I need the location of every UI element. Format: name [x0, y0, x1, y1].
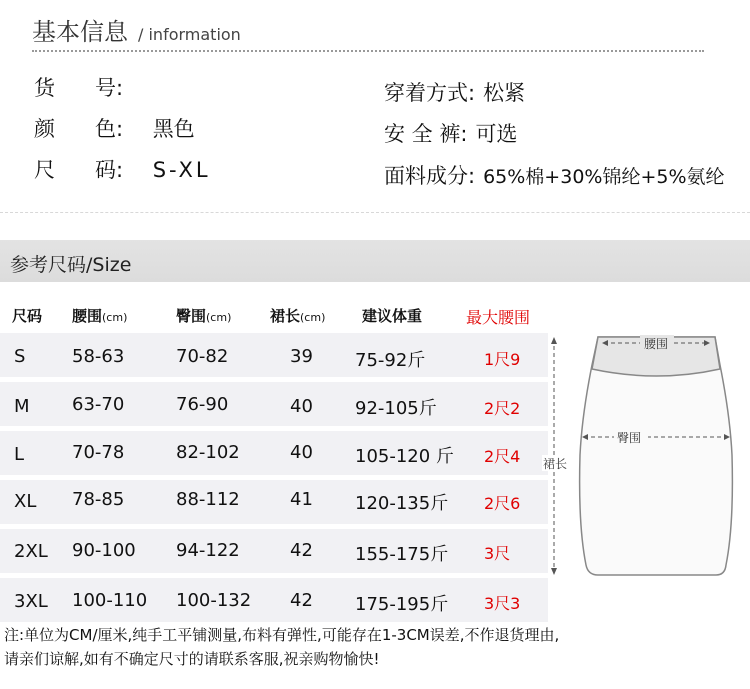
label-char: 货 [34, 76, 55, 100]
cell-max-waist: 2尺2 [484, 399, 521, 418]
cell-max-waist: 1尺9 [484, 350, 521, 369]
cell-length: 40 [290, 442, 313, 463]
cell-waist: 78-85 [72, 489, 125, 510]
cell-weight: 120-135斤 [355, 493, 449, 514]
info-title-cn: 基本信息 [32, 18, 128, 46]
info-value: S-XL [152, 158, 211, 182]
cell-max-waist: 3尺3 [484, 594, 521, 613]
label-char: 号 [95, 76, 116, 100]
cell-waist: 100-110 [72, 590, 148, 611]
cell-waist: 90-100 [72, 540, 136, 561]
hip-label: 臀围 [617, 431, 642, 445]
arrow-up-icon [551, 337, 557, 344]
col-header-max-waist: 最大腰围 [466, 308, 531, 327]
info-title-en: / information [138, 25, 241, 44]
cell-size: S [14, 346, 26, 367]
cell-hip: 76-90 [176, 394, 229, 415]
info-header [32, 12, 241, 46]
info-label: 安 全 裤: [384, 122, 468, 146]
cell-hip: 70-82 [176, 346, 229, 367]
cell-hip: 82-102 [176, 442, 240, 463]
col-header-hip: 臀围(cm) [176, 307, 232, 325]
info-value: 松紧 [483, 81, 526, 105]
dotted-divider [32, 50, 704, 52]
cell-weight: 92-105斤 [355, 398, 437, 419]
cell-max-waist: 2尺4 [484, 447, 521, 466]
col-header-length: 裙长(cm) [270, 307, 326, 325]
length-label: 裙长 [543, 457, 568, 471]
note-line: 注:单位为CM/厘米,纯手工平铺测量,布料有弹性,可能存在1-3CM误差,不作退货理由, [4, 626, 560, 644]
cell-max-waist: 3尺 [484, 544, 511, 563]
cell-length: 42 [290, 540, 313, 561]
section-separator [0, 212, 750, 213]
cell-hip: 100-132 [176, 590, 252, 611]
cell-size: 2XL [14, 541, 48, 562]
size-section-title: 参考尺码/Size [10, 254, 132, 276]
info-item-color [34, 113, 195, 143]
col-header-weight: 建议体重 [362, 307, 423, 325]
cell-weight: 155-175斤 [355, 544, 449, 565]
cell-size: XL [14, 491, 37, 512]
cell-waist: 63-70 [72, 394, 125, 415]
label-colon: : [116, 76, 124, 100]
cell-length: 39 [290, 346, 313, 367]
info-value: 黑色 [152, 117, 195, 141]
cell-size: L [14, 444, 25, 465]
cell-waist: 58-63 [72, 346, 125, 367]
cell-weight: 175-195斤 [355, 594, 449, 615]
label-char: 色 [95, 117, 116, 141]
info-item-wear-style [384, 77, 525, 107]
info-item-size [34, 154, 211, 184]
note-line: 请亲们谅解,如有不确定尺寸的请联系客服,祝亲购物愉快! [4, 650, 380, 668]
label-char: 码 [95, 158, 116, 182]
info-label: 面料成分: [384, 164, 476, 188]
cell-length: 40 [290, 396, 313, 417]
cell-waist: 70-78 [72, 442, 125, 463]
info-item-number [34, 72, 146, 102]
cell-size: M [14, 396, 30, 417]
cell-weight: 75-92斤 [355, 350, 426, 371]
skirt-diagram [540, 325, 750, 585]
label-char: 颜 [34, 117, 55, 141]
arrow-down-icon [551, 568, 557, 575]
cell-weight: 105-120 斤 [355, 446, 454, 467]
label-colon: : [116, 158, 124, 182]
label-colon: : [116, 117, 124, 141]
cell-length: 41 [290, 489, 313, 510]
info-value: 65%棉+30%锦纶+5%氨纶 [483, 166, 725, 188]
col-header-waist: 腰围(cm) [72, 307, 128, 325]
cell-length: 42 [290, 590, 313, 611]
cell-hip: 94-122 [176, 540, 240, 561]
info-item-fabric [384, 160, 725, 190]
cell-hip: 88-112 [176, 489, 240, 510]
info-value: 可选 [475, 122, 518, 146]
waist-label: 腰围 [644, 337, 669, 351]
info-item-safety-shorts [384, 118, 517, 148]
info-label: 穿着方式: [384, 81, 476, 105]
col-header-size: 尺码 [12, 307, 43, 325]
cell-max-waist: 2尺6 [484, 494, 521, 513]
cell-size: 3XL [14, 591, 48, 612]
label-char: 尺 [34, 158, 55, 182]
